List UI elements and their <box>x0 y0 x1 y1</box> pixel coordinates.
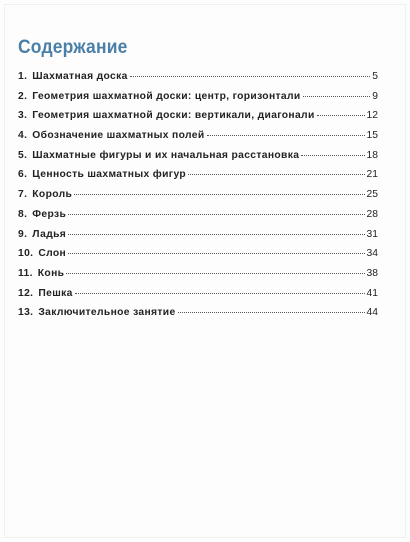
toc-entry[interactable] <box>18 71 378 91</box>
toc-entry[interactable] <box>18 150 378 170</box>
toc-entry-title: Шахматная доска <box>32 71 128 82</box>
toc-entry-title: Заключительное занятие <box>38 307 176 319</box>
toc-entry[interactable] <box>18 91 378 111</box>
toc-dot-leader <box>130 76 371 77</box>
toc-dot-leader <box>301 155 364 156</box>
toc-entry-title-wrap <box>18 288 73 299</box>
toc-entry[interactable] <box>18 110 378 130</box>
toc-entry[interactable] <box>18 209 378 229</box>
toc-dot-leader <box>178 312 365 313</box>
toc-entry-page: 5 <box>372 71 378 82</box>
toc-entry-page: 25 <box>366 189 378 201</box>
toc-entry[interactable] <box>18 307 378 327</box>
toc-entry-title-wrap <box>18 189 72 200</box>
toc-entry-title: Обозначение шахматных полей <box>32 130 205 142</box>
toc-entry-number: 10. <box>18 248 34 260</box>
toc-entry-number: 2. <box>18 90 28 102</box>
toc-dot-leader <box>75 293 365 294</box>
toc-entry-title-wrap <box>18 150 299 161</box>
toc-entry-title-wrap <box>18 209 66 220</box>
toc-entry[interactable] <box>18 288 378 308</box>
toc-entry-title: Слон <box>38 248 67 260</box>
toc-entry-title: Пешка <box>38 287 73 299</box>
toc-entry[interactable] <box>18 189 378 209</box>
toc-entry-page: 21 <box>366 169 378 181</box>
toc-dot-leader <box>68 234 364 235</box>
toc-list <box>18 71 378 327</box>
toc-entry-title-wrap <box>18 229 66 240</box>
toc-dot-leader <box>188 174 365 175</box>
toc-entry[interactable] <box>18 229 378 249</box>
toc-entry-title: Ферзь <box>32 208 67 220</box>
toc-entry-page: 18 <box>366 149 378 161</box>
toc-entry[interactable] <box>18 130 378 150</box>
toc-entry-title: Геометрия шахматной доски: вертикали, диагонали <box>32 110 315 122</box>
toc-entry-number: 3. <box>18 110 28 122</box>
toc-entry-number: 8. <box>18 208 28 220</box>
toc-entry-page: 34 <box>366 248 378 260</box>
toc-entry-number: 4. <box>18 130 28 142</box>
toc-entry-title-wrap <box>18 71 128 82</box>
toc-dot-leader <box>207 135 365 136</box>
toc-entry-title-wrap <box>18 307 176 318</box>
toc-entry-page: 12 <box>366 110 378 122</box>
toc-entry-page: 9 <box>372 90 378 102</box>
toc-dot-leader <box>74 194 364 195</box>
toc-entry-page: 28 <box>366 208 378 220</box>
toc-dot-leader <box>317 115 365 116</box>
toc-title: Содержание <box>18 37 128 58</box>
toc-entry-number: 6. <box>18 169 28 181</box>
toc-dot-leader <box>68 214 364 215</box>
toc-entry-page: 44 <box>366 307 378 319</box>
toc-entry-title: Геометрия шахматной доски: центр, горизонтали <box>32 90 301 102</box>
toc-entry-number: 13. <box>18 307 34 319</box>
toc-entry-title-wrap <box>18 110 315 121</box>
toc-entry-number: 7. <box>18 189 28 201</box>
toc-entry[interactable] <box>18 169 378 189</box>
toc-entry-title-wrap <box>18 268 64 279</box>
toc-entry-page: 15 <box>366 130 378 142</box>
toc-entry-title: Шахматные фигуры и их начальная расстановка <box>32 149 300 161</box>
toc-dot-leader <box>303 96 371 97</box>
toc-entry[interactable] <box>18 248 378 268</box>
toc-entry-page: 38 <box>366 267 378 279</box>
toc-entry-title-wrap <box>18 130 205 141</box>
toc-entry-number: 1. <box>18 71 28 82</box>
toc-entry-number: 5. <box>18 149 28 161</box>
toc-entry-title-wrap <box>18 248 66 259</box>
toc-dot-leader <box>68 253 364 254</box>
toc-entry-title: Ладья <box>32 228 67 240</box>
toc-entry-page: 41 <box>366 287 378 299</box>
toc-entry-number: 12. <box>18 287 34 299</box>
toc-entry-number: 9. <box>18 228 28 240</box>
toc-entry-number: 11. <box>18 267 33 279</box>
toc-dot-leader <box>66 273 364 274</box>
toc-entry-title: Ценность шахматных фигур <box>32 169 187 181</box>
toc-entry[interactable] <box>18 268 378 288</box>
toc-entry-title-wrap <box>18 169 186 180</box>
toc-entry-title: Король <box>32 189 73 201</box>
toc-entry-title-wrap <box>18 91 301 102</box>
toc-entry-page: 31 <box>366 228 378 240</box>
toc-entry-title: Конь <box>37 267 65 279</box>
